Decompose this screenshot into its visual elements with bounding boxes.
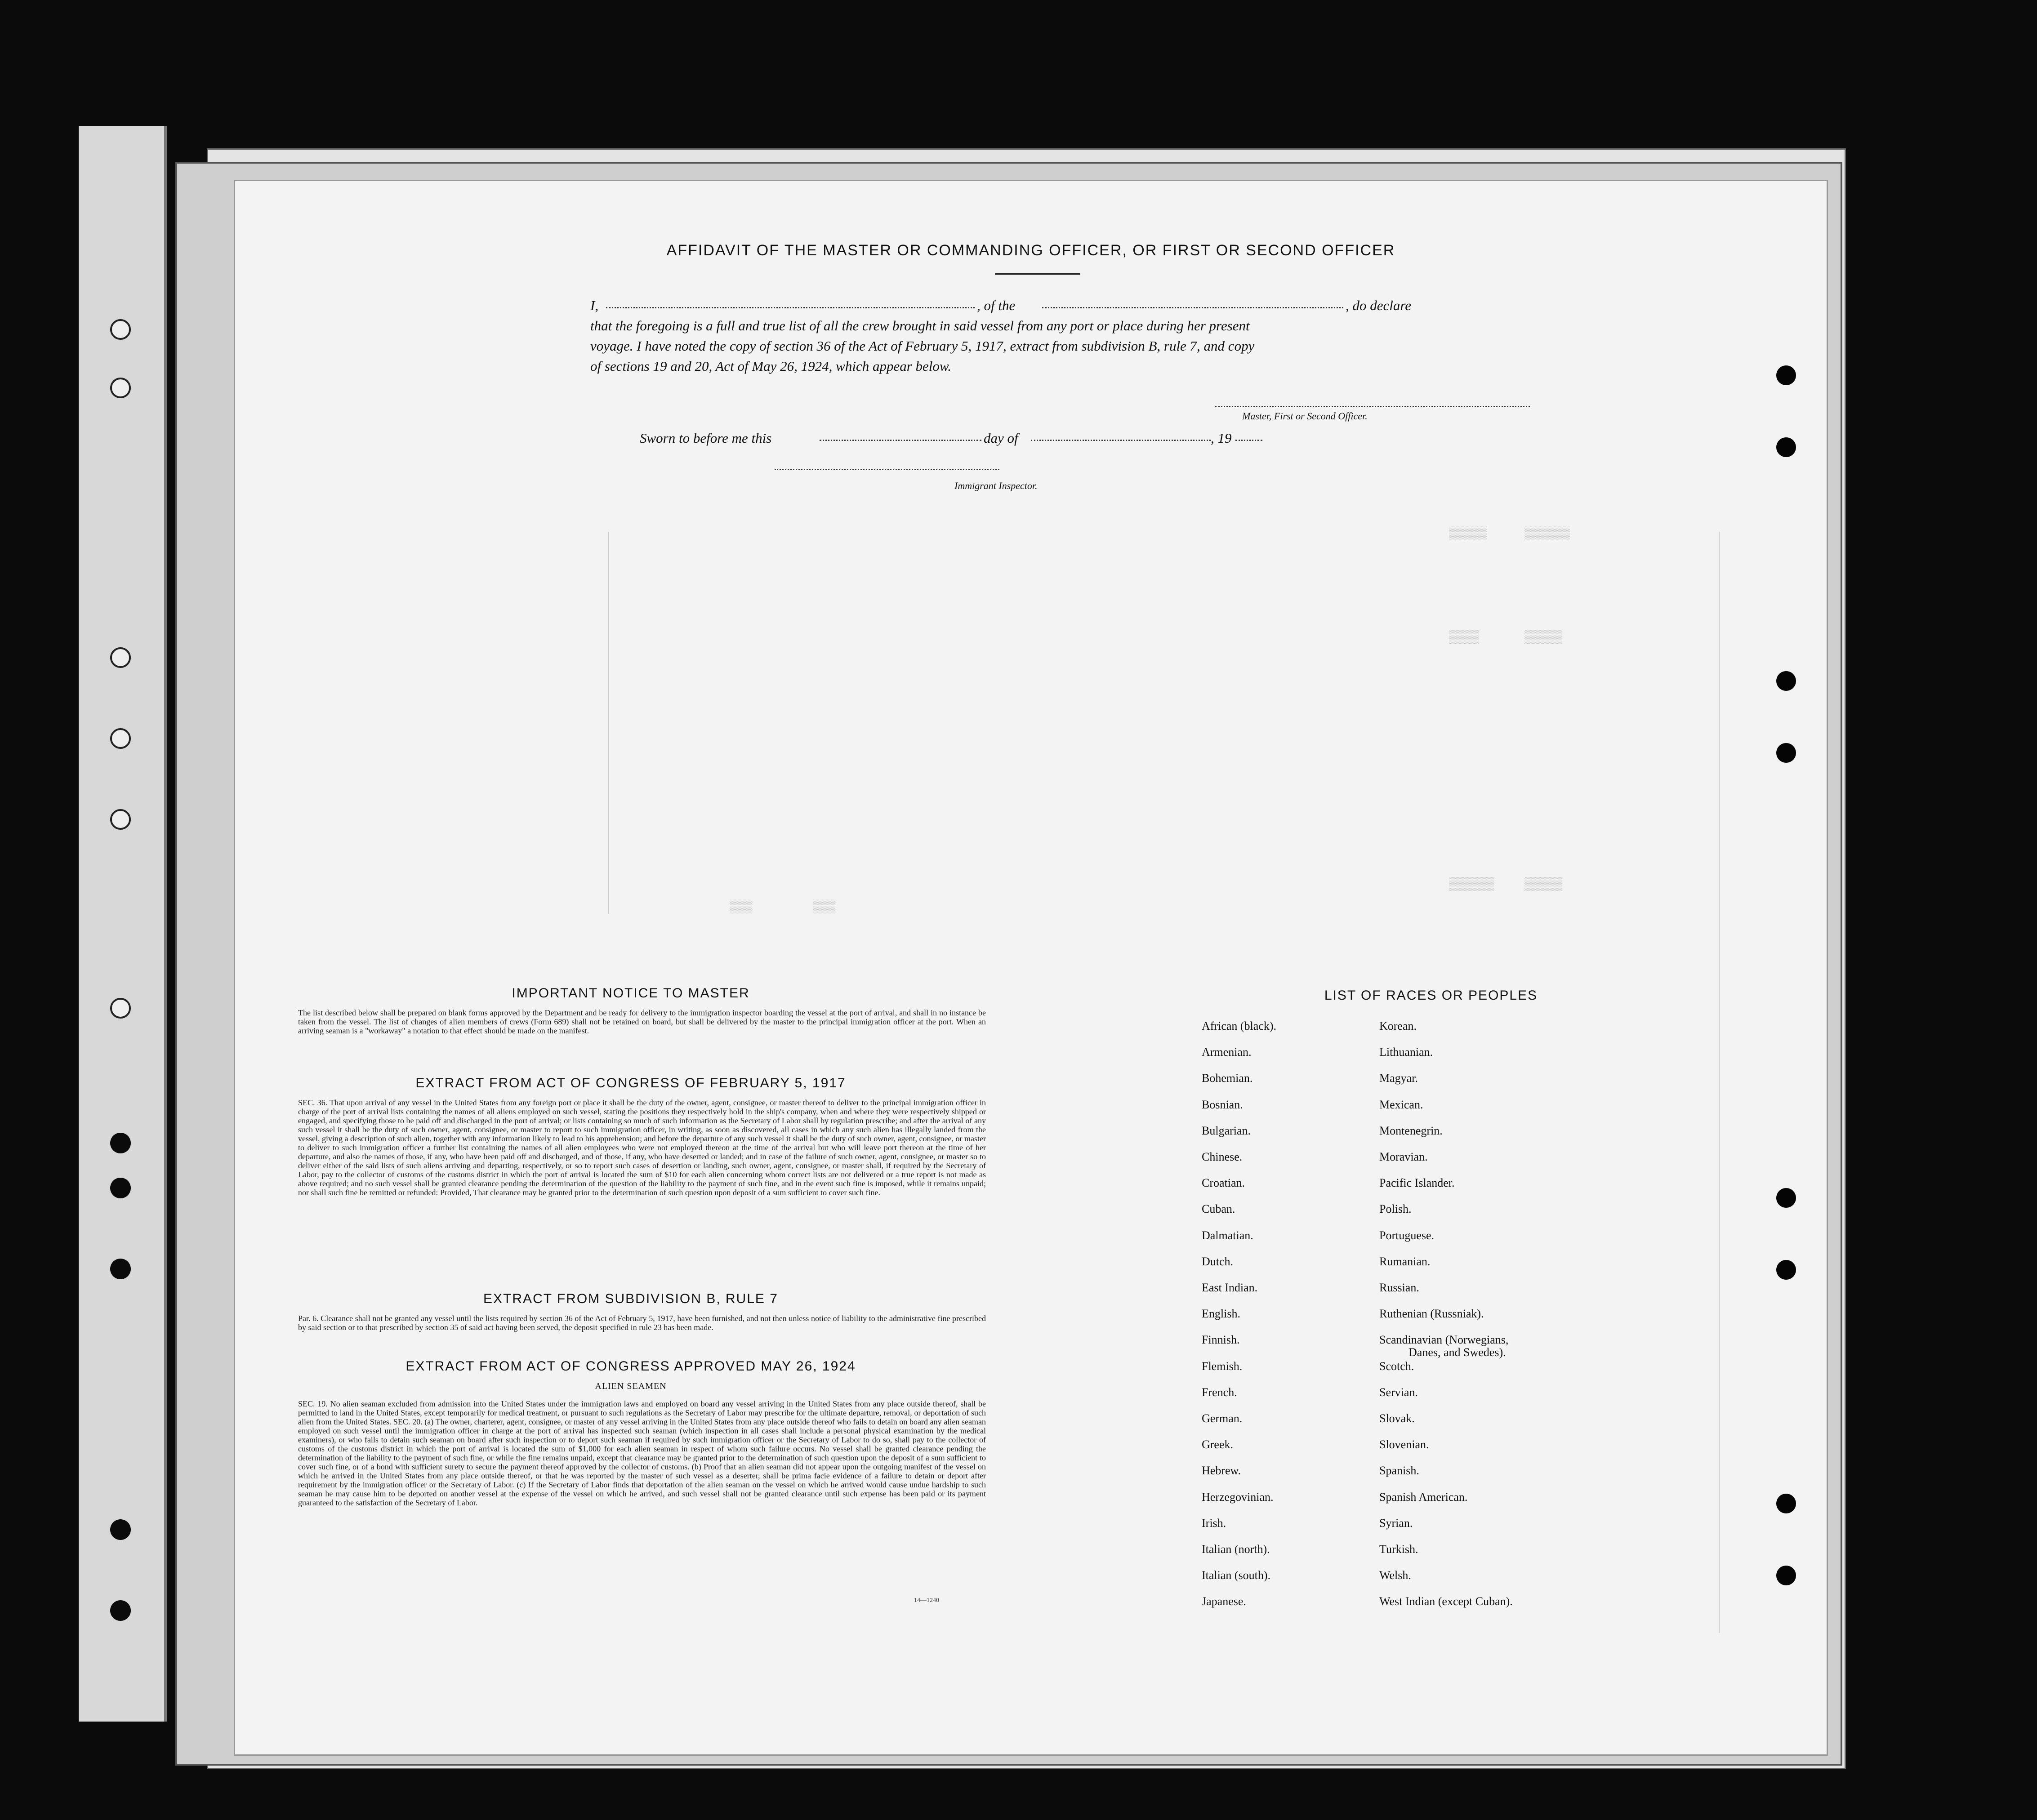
race-item: Greek. <box>1202 1438 1234 1451</box>
race-item: Mexican. <box>1379 1098 1423 1111</box>
vessel-name-blank <box>1042 307 1343 308</box>
extract-1917-title: EXTRACT FROM ACT OF CONGRESS OF FEBRUARY 5, 1917 <box>415 1076 846 1090</box>
binder-ring <box>110 728 131 749</box>
extract-1917-text: SEC. 36. That upon arrival of any vessel in the United States from any foreign port or place it shall be the duty of the owner, agent, consignee, or master thereof to deliver to the principal immigration officer in charge of the port of arrival lists containing the names of all aliens employed on such vessel, stating the positions they respectively hold in the ship's company, when and where they were respectively shipped or engaged, and specifying those to be paid off and discharged in the port of arrival; or lists containing so much of such information as the Secretary of Labor shall by regulation prescribe; and after the arrival of any such vessel it shall be the duty of such owner, agent, consignee, or master to report to such immigration officer, in writing, as soon as discovered, all cases in which any such alien has illegally landed from the vessel, giving a description of such alien, together with any information likely to lead to his apprehension; and before the departure of any such vessel it shall be the duty of such owner, agent, consignee, or master to deliver to such immigration officer a further list containing the names of all alien employees who were not employed thereon at the time of the arrival but who will leave port thereon at the time of her departure, and also the names of those, if any, who have been paid off and discharged, and of those, if any, who have deserted or landed; and in case of the failure of such owner, agent, consignee, or master so to deliver either of the said lists of such aliens arriving and departing, respectively, or so to report such cases of desertion or landing, such owner, agent, consignee, or master shall, if required by the Secretary of Labor, pay to the collector of customs of the customs district in which the port of arrival is located the sum of $10 for each alien concerning whom correct lists are not delivered or a true report is not made as above required; and no such vessel shall be granted clearance pending the determination of the question of the liability to the payment of such fine, and in the event such fine is imposed, while it remains unpaid; nor shall such fine be remitted or refunded: Provided, That clearance may be granted prior to the determination of such question upon deposit of a sum sufficient to cover such fine. <box>298 1098 986 1197</box>
binder-ring <box>110 319 131 340</box>
race-item: Italian (south). <box>1202 1569 1271 1582</box>
race-item: Polish. <box>1379 1202 1412 1216</box>
race-item: Scotch. <box>1379 1359 1414 1373</box>
race-item: Slovenian. <box>1379 1438 1429 1451</box>
race-item: Finnish. <box>1202 1333 1240 1347</box>
race-item: Turkish. <box>1379 1543 1418 1556</box>
inspector-signature-blank <box>775 469 999 470</box>
race-item: Hebrew. <box>1202 1464 1241 1477</box>
extract-1924-text: SEC. 19. No alien seaman excluded from admission into the United States under the immigration laws and employed on board any vessel arriving in the United States from any place outside thereof, shall be permitted to land in the United States, except temporarily for medical treatment, or pursuant to such regulations as the Secretary of Labor may prescribe for the ultimate departure, removal, or deportation of such alien from the United States. SEC. 20. (a) The owner, charterer, agent, consignee, or master of any vessel arriving in the United States from any place outside thereof who fails to detain on board any alien seaman employed on such vessel until the immigration officer in charge at the port of arrival has inspected such seaman (which inspection in all cases shall include a personal physical examination by the medical examiners), or who fails to detain such seaman on board after such inspection or to deport such seaman if required by such immigration officer or the Secretary of Labor to do so, shall pay to the collector of customs of the customs district in which the port of arrival is located the sum of $1,000 for each alien seaman in respect of whom such failure occurs. No vessel shall be granted clearance pending the determination of the liability to the payment of such fine, or while the fine remains unpaid, except that clearance may be granted prior to the determination of such question upon the deposit of a sum sufficient to cover such fine, or of a bond with sufficient surety to secure the payment thereof approved by the collector of customs. (b) Proof that an alien seaman did not appear upon the outgoing manifest of the vessel on which he arrived in the United States from any place outside thereof, or that he was reported by the master of such vessel as a deserter, shall be prima facie evidence of a failure to detain or deport after requirement by the immigration officer or the Secretary of Labor. (c) If the Secretary of Labor finds that deportation of the alien seaman on the vessel on which he arrived would cause undue hardship to such seaman he may cause him to be deported on another vessel at the expense of the vessel on which he arrived, and such vessel shall not be granted clearance until such expense has been paid or its payment guaranteed to the satisfaction of the Secretary of Labor. <box>298 1399 986 1507</box>
race-item: Bulgarian. <box>1202 1124 1251 1137</box>
declaration-line-4: of sections 19 and 20, Act of May 26, 1924, which appear below. <box>590 358 952 374</box>
race-item: German. <box>1202 1412 1243 1425</box>
form-number: 14—1240 <box>914 1597 939 1604</box>
bleed-through-text: ▒▒▒▒▒ ▒▒▒▒▒▒ <box>1449 527 1570 541</box>
bleed-through-text: ▒▒▒▒▒▒ ▒▒▒▒▒ <box>1449 878 1563 892</box>
race-item: English. <box>1202 1307 1240 1321</box>
binder-ring <box>110 378 131 398</box>
race-item: Slovak. <box>1379 1412 1415 1425</box>
race-item: Korean. <box>1379 1019 1417 1032</box>
race-item: Syrian. <box>1379 1516 1413 1530</box>
sworn-day-of: day of <box>984 430 1018 446</box>
binder-strip <box>79 126 167 1722</box>
title-underline <box>995 273 1080 275</box>
race-item: Italian (north). <box>1202 1543 1270 1556</box>
sworn-day-blank <box>820 440 981 441</box>
binder-hole <box>110 1133 131 1153</box>
punch-hole <box>1776 1566 1796 1585</box>
race-item: Flemish. <box>1202 1359 1243 1373</box>
bleed-through-rule <box>608 532 609 914</box>
sworn-prefix: Sworn to before me this <box>640 430 772 446</box>
binder-ring <box>110 647 131 668</box>
declarant-line <box>590 296 598 315</box>
extract-rule7-title: EXTRACT FROM SUBDIVISION B, RULE 7 <box>483 1291 778 1306</box>
race-item: Welsh. <box>1379 1569 1411 1582</box>
punch-hole <box>1776 1260 1796 1280</box>
punch-hole <box>1776 437 1796 457</box>
notice-title: IMPORTANT NOTICE TO MASTER <box>512 986 750 1001</box>
race-item: West Indian (except Cuban). <box>1379 1595 1513 1608</box>
race-item: Ruthenian (Russniak). <box>1379 1307 1484 1321</box>
extract-rule7-text: Par. 6. Clearance shall not be granted any vessel until the lists required by section 36 of the Act of February 5, 1917, have been furnished, and not then unless notice of liability to the administrative fine prescribed by said section or to that prescribed by section 35 of said act having been served, the deposit specified in rule 23 has been made. <box>298 1314 986 1332</box>
race-item: Dalmatian. <box>1202 1228 1253 1242</box>
race-item: Moravian. <box>1379 1150 1428 1163</box>
race-item: Rumanian. <box>1379 1255 1431 1268</box>
declare-suffix: , do declare <box>1346 298 1412 313</box>
binder-ring <box>110 809 131 830</box>
sworn-year-blank <box>1235 440 1262 441</box>
master-signature-label: Master, First or Second Officer. <box>1242 410 1368 422</box>
race-item: Herzegovinian. <box>1202 1490 1274 1504</box>
declaration-line-3: voyage. I have noted the copy of section 36 of the Act of February 5, 1917, extract from subdivision B, rule 7, and copy <box>590 338 1255 354</box>
inspector-label: Immigrant Inspector. <box>954 480 1038 491</box>
race-item: Cuban. <box>1202 1202 1235 1216</box>
race-item: Portuguese. <box>1379 1228 1435 1242</box>
affidavit-title: AFFIDAVIT OF THE MASTER OR COMMANDING OFFICER, OR FIRST OR SECOND OFFICER <box>666 242 1395 259</box>
race-item: Croatian. <box>1202 1176 1245 1190</box>
declarant-name-blank <box>606 307 975 308</box>
race-item: French. <box>1202 1385 1237 1399</box>
race-item: Chinese. <box>1202 1150 1243 1163</box>
punch-hole <box>1776 743 1796 763</box>
race-item: Dutch. <box>1202 1255 1234 1268</box>
extract-1924-subtitle: ALIEN SEAMEN <box>595 1381 667 1391</box>
extract-1924-title: EXTRACT FROM ACT OF CONGRESS APPROVED MAY 26, 1924 <box>406 1359 856 1374</box>
race-item: Montenegrin. <box>1379 1124 1443 1137</box>
declaration-line-2: that the foregoing is a full and true list of all the crew brought in said vessel from any port or place during her present <box>590 318 1250 334</box>
races-title: LIST OF RACES OR PEOPLES <box>1324 988 1538 1003</box>
race-item: Scandinavian (Norwegians, <box>1379 1333 1509 1347</box>
binder-ring <box>110 998 131 1019</box>
race-item: Lithuanian. <box>1379 1046 1433 1059</box>
race-item: Bosnian. <box>1202 1098 1243 1111</box>
sworn-year-prefix: , 19 <box>1211 430 1232 446</box>
declarant-prefix: I, <box>590 298 599 313</box>
race-item: Danes, and Swedes). <box>1409 1346 1506 1359</box>
punch-hole <box>1776 1494 1796 1513</box>
bleed-through-text: ▒▒▒ ▒▒▒ <box>730 900 836 914</box>
race-item: Spanish. <box>1379 1464 1419 1477</box>
race-item: Servian. <box>1379 1385 1418 1399</box>
binder-hole <box>110 1600 131 1621</box>
bleed-through-text: ▒▒▒▒ ▒▒▒▒▒ <box>1449 631 1563 645</box>
affidavit-page <box>234 180 1828 1756</box>
race-item: East Indian. <box>1202 1281 1258 1294</box>
binder-hole <box>110 1178 131 1198</box>
race-item: Armenian. <box>1202 1046 1252 1059</box>
punch-hole <box>1776 671 1796 691</box>
sworn-month-blank <box>1031 440 1211 441</box>
notice-text: The list described below shall be prepared on blank forms approved by the Department and be ready for delivery to the immigration inspector boarding the vessel at the port of arrival, and shall in no instance be taken from the vessel. The list of changes of alien members of crews (Form 689) shall not be retained on board, but shall be delivered by the master to the principal immigration officer at the port. When an arriving seaman is a "workaway" a notation to that effect should be made on the manifest. <box>298 1008 986 1035</box>
race-item: Magyar. <box>1379 1072 1418 1085</box>
binder-hole <box>110 1519 131 1540</box>
master-signature-blank <box>1215 406 1530 407</box>
vessel-connector: , of the <box>977 298 1016 313</box>
binder-hole <box>110 1259 131 1279</box>
bleed-through-rule <box>1719 532 1720 1633</box>
race-item: Spanish American. <box>1379 1490 1468 1504</box>
punch-hole <box>1776 1188 1796 1208</box>
race-item: African (black). <box>1202 1019 1277 1032</box>
race-item: Russian. <box>1379 1281 1419 1294</box>
race-item: Pacific Islander. <box>1379 1176 1455 1190</box>
punch-hole <box>1776 365 1796 385</box>
race-item: Japanese. <box>1202 1595 1246 1608</box>
race-item: Irish. <box>1202 1516 1226 1530</box>
race-item: Bohemian. <box>1202 1072 1253 1085</box>
